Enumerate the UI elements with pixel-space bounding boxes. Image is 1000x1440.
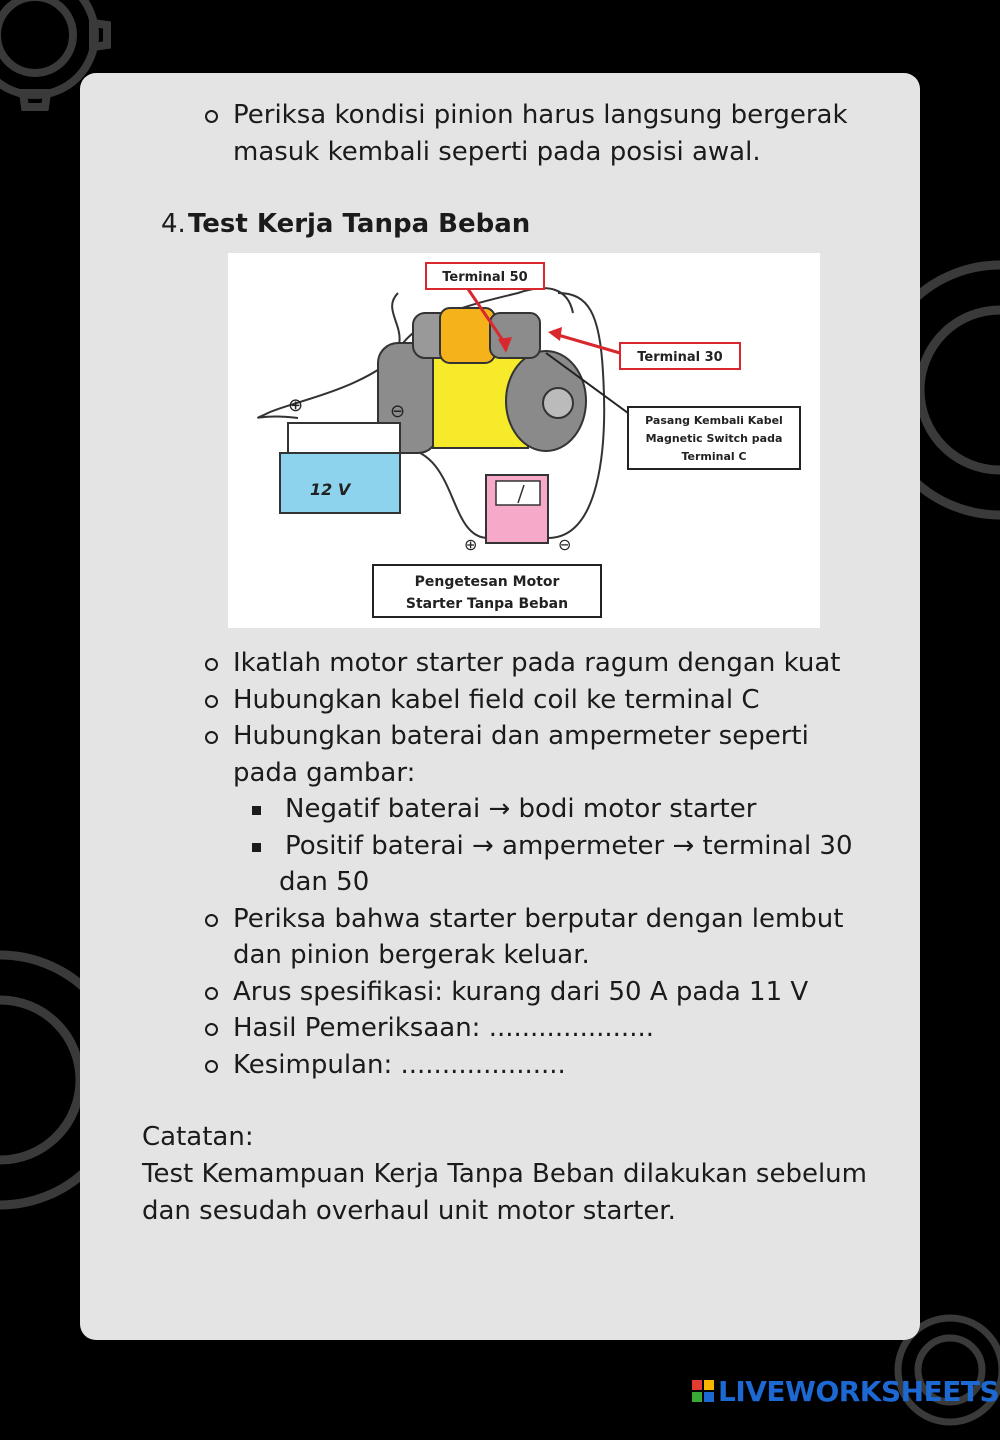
bullet-circle — [205, 695, 218, 708]
bullet-circle — [205, 731, 218, 744]
arrow-terminal-30-head — [548, 327, 562, 341]
bullet-circle — [205, 914, 218, 927]
notes-line1: Test Kemampuan Kerja Tanpa Beban dilakukan sebelum — [142, 1159, 867, 1189]
step-clamp-starter: Ikatlah motor starter pada ragum dengan kuat — [233, 648, 841, 678]
starter-diagram-svg — [228, 253, 820, 628]
callout-line2: Magnetic Switch pada — [645, 432, 783, 445]
bullet-square — [252, 806, 261, 815]
notes-line2: dan sesudah overhaul unit motor starter. — [142, 1196, 676, 1226]
step-connect-battery-line2: pada gambar: — [233, 758, 416, 788]
solenoid-cap — [490, 313, 540, 358]
liveworksheets-logo[interactable] — [692, 1375, 999, 1407]
bullet-circle — [205, 1023, 218, 1036]
callout-line3: Terminal C — [681, 450, 747, 463]
callout-line1: Pasang Kembali Kabel — [645, 414, 783, 427]
substep-negative-battery: Negatif baterai → bodi motor starter — [285, 794, 757, 824]
starter-test-diagram — [228, 253, 820, 628]
substep-positive-battery-line1: Positif baterai → ampermeter → terminal 30 — [285, 831, 853, 861]
step-connect-field-coil: Hubungkan kabel field coil ke terminal C — [233, 685, 760, 715]
substep-positive-battery-line2: dan 50 — [279, 867, 370, 897]
check-pinion-text-line1: Periksa kondisi pinion harus langsung bergerak — [233, 100, 848, 130]
bullet-circle — [205, 110, 218, 123]
bullet-circle — [205, 987, 218, 1000]
bullet-circle — [205, 1060, 218, 1073]
logo-text: LIVEWORKSHEETS — [718, 1374, 1000, 1408]
step-inspection-result: Hasil Pemeriksaan: .................... — [233, 1013, 654, 1043]
bullet-circle — [205, 658, 218, 671]
step-conclusion: Kesimpulan: .................... — [233, 1050, 566, 1080]
battery-plus-sign: ⊕ — [288, 395, 304, 416]
logo-tiles-icon — [692, 1380, 714, 1402]
terminal-50-label: Terminal 50 — [442, 270, 528, 285]
section-title: Test Kerja Tanpa Beban — [188, 209, 531, 239]
wire-battery-ampmeter — [403, 448, 488, 538]
ampmeter-plus-sign: ⊕ — [464, 535, 478, 554]
step-check-rotation-line1: Periksa bahwa starter berputar dengan lembut — [233, 904, 844, 934]
step-connect-battery-line1: Hubungkan baterai dan ampermeter seperti — [233, 721, 809, 751]
motor-pinion — [543, 388, 573, 418]
battery-minus-sign: ⊖ — [390, 401, 406, 422]
notes-label: Catatan: — [142, 1122, 254, 1152]
caption-line1: Pengetesan Motor — [414, 574, 560, 590]
caption-line2: Starter Tanpa Beban — [405, 596, 569, 612]
check-pinion-text-line2: masuk kembali seperti pada posisi awal. — [233, 137, 761, 167]
battery-label: 12 V — [310, 480, 351, 499]
step-check-rotation-line2: dan pinion bergerak keluar. — [233, 940, 590, 970]
ampmeter-minus-sign: ⊖ — [558, 535, 572, 554]
bullet-square — [252, 843, 261, 852]
battery-top — [288, 423, 400, 453]
arrow-terminal-30 — [558, 335, 620, 353]
section-number: 4. — [161, 209, 186, 239]
terminal-30-label: Terminal 30 — [637, 350, 723, 365]
step-current-spec: Arus spesifikasi: kurang dari 50 A pada 11 V — [233, 977, 809, 1007]
